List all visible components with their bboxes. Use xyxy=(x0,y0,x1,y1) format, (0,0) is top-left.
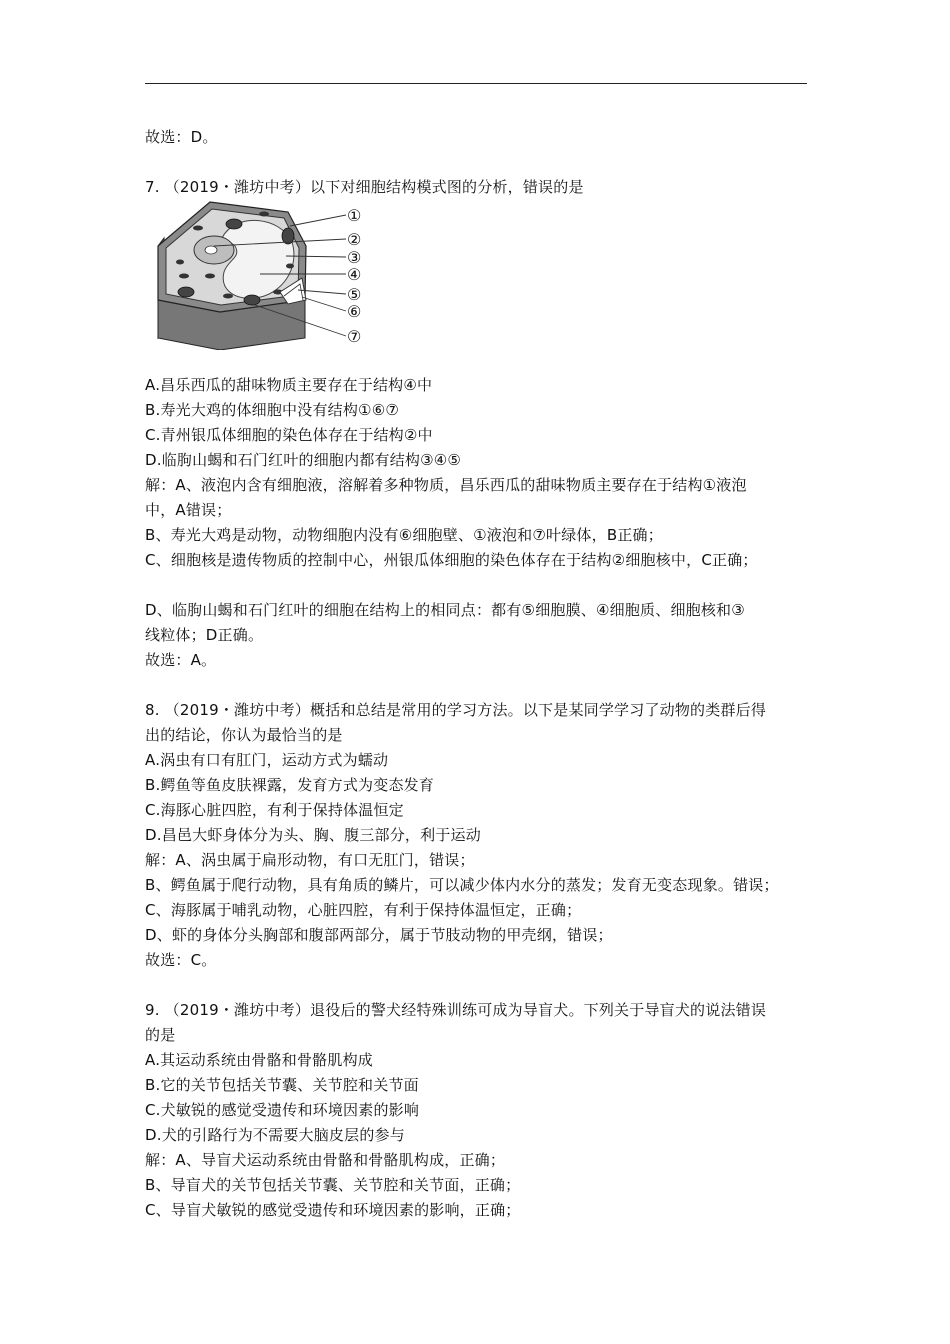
nucleolus xyxy=(205,246,217,254)
mitochondrion xyxy=(259,212,269,217)
q7-solution-line: 中，A错误； xyxy=(145,501,232,519)
mitochondrion xyxy=(205,274,215,279)
q8-option-c: C.海豚心脏四腔，有利于保持体温恒定 xyxy=(145,801,404,819)
chloroplast xyxy=(178,287,194,297)
q7-option-c: C.青州银瓜体细胞的染色体存在于结构②中 xyxy=(145,426,433,444)
mitochondrion xyxy=(179,274,189,279)
q8-solution-line: C、海豚属于哺乳动物，心脏四腔，有利于保持体温恒定，正确； xyxy=(145,901,582,919)
chloroplast xyxy=(226,219,242,229)
q7-solution-line: 解：A、液泡内含有细胞液，溶解着多种物质，昌乐西瓜的甜味物质主要存在于结构①液泡 xyxy=(145,476,747,494)
q9-solution-line: B、导盲犬的关节包括关节囊、关节腔和关节面，正确； xyxy=(145,1176,521,1194)
answer-line: 故选：D。 xyxy=(145,128,218,146)
q8-option-a: A.涡虫有口有肛门，运动方式为蠕动 xyxy=(145,751,389,769)
question-8-stem: 8. （2019・潍坊中考）概括和总结是常用的学习方法。以下是某同学学习了动物的类群后得 xyxy=(145,701,767,719)
q7-solution-line: B、寿光大鸡是动物，动物细胞内没有⑥细胞壁、①液泡和⑦叶绿体，B正确； xyxy=(145,526,663,544)
q9-solution-line: C、导盲犬敏锐的感觉受遗传和环境因素的影响，正确； xyxy=(145,1201,521,1219)
q9-option-c: C.犬敏锐的感觉受遗传和环境因素的影响 xyxy=(145,1101,420,1119)
mitochondrion xyxy=(223,294,233,299)
mitochondrion xyxy=(176,260,184,265)
q9-option-a: A.其运动系统由骨骼和骨骼肌构成 xyxy=(145,1051,373,1069)
plant-cell-diagram xyxy=(140,200,372,350)
q7-option-d: D.临朐山蝎和石门红叶的细胞内都有结构③④⑤ xyxy=(145,451,462,469)
header-rule xyxy=(145,83,807,84)
q9-option-b: B.它的关节包括关节囊、关节腔和关节面 xyxy=(145,1076,419,1094)
label-6: ⑥ xyxy=(347,302,362,321)
label-3: ③ xyxy=(347,248,362,267)
q7-answer: 故选：A。 xyxy=(145,651,217,669)
q8-option-d: D.昌邑大虾身体分为头、胸、腹三部分，利于运动 xyxy=(145,826,481,844)
q8-answer: 故选：C。 xyxy=(145,951,217,969)
q7-option-b: B.寿光大鸡的体细胞中没有结构①⑥⑦ xyxy=(145,401,400,419)
label-1: ① xyxy=(347,206,362,225)
mitochondrion xyxy=(286,264,294,269)
q8-solution-line: 解：A、涡虫属于扁形动物，有口无肛门，错误； xyxy=(145,851,475,869)
q7-option-a: A.昌乐西瓜的甜味物质主要存在于结构④中 xyxy=(145,376,433,394)
question-8-stem: 出的结论，你认为最恰当的是 xyxy=(145,726,343,744)
q7-solution-line: C、细胞核是遗传物质的控制中心，州银瓜体细胞的染色体存在于结构②细胞核中，C正确； xyxy=(145,551,758,569)
label-2: ② xyxy=(347,230,362,249)
q9-solution-line: 解：A、导盲犬运动系统由骨骼和骨骼肌构成，正确； xyxy=(145,1151,506,1169)
q8-solution-line: D、虾的身体分头胸部和腹部两部分，属于节肢动物的甲壳纲，错误； xyxy=(145,926,613,944)
question-9-stem: 的是 xyxy=(145,1026,176,1044)
q7-solution-line: 线粒体；D正确。 xyxy=(145,626,264,644)
q7-solution-line: D、临朐山蝎和石门红叶的细胞在结构上的相同点：都有⑤细胞膜、④细胞质、细胞核和③ xyxy=(145,601,745,619)
label-4: ④ xyxy=(347,265,362,284)
q8-option-b: B.鳄鱼等鱼皮肤裸露，发育方式为变态发育 xyxy=(145,776,435,794)
label-5: ⑤ xyxy=(347,285,362,304)
chloroplast xyxy=(244,295,260,305)
question-9-stem: 9. （2019・潍坊中考）退役后的警犬经特殊训练可成为导盲犬。下列关于导盲犬的说法错误 xyxy=(145,1001,767,1019)
q9-option-d: D.犬的引路行为不需要大脑皮层的参与 xyxy=(145,1126,405,1144)
q8-solution-line: B、鳄鱼属于爬行动物，具有角质的鳞片，可以减少体内水分的蒸发；发育无变态现象。错误； xyxy=(145,876,779,894)
label-7: ⑦ xyxy=(347,327,362,346)
mitochondrion xyxy=(193,226,203,231)
question-7-stem: 7. （2019・潍坊中考）以下对细胞结构模式图的分析，错误的是 xyxy=(145,178,584,196)
